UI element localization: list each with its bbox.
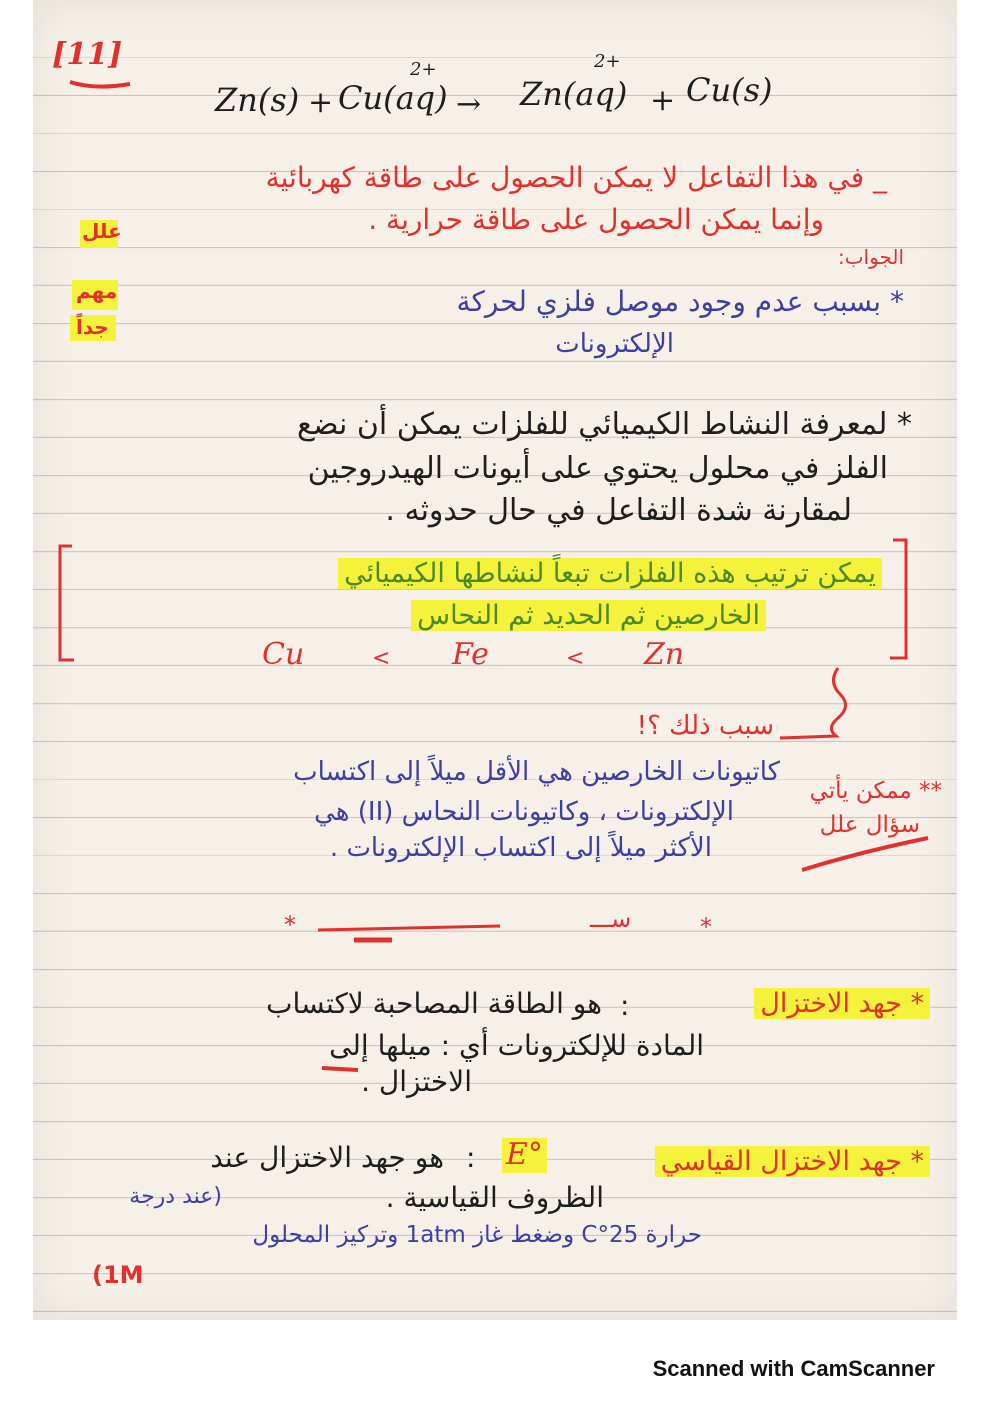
question-line-1: _ في هذا التفاعل لا يمكن الحصول على طاقة كهربائية bbox=[265, 161, 887, 194]
ordering-line-1-text: يمكن ترتيب هذه الفلزات تبعاً لنشاطها الكيميائي bbox=[338, 558, 882, 589]
standard-line-1: هو جهد الاختزال عند bbox=[210, 1141, 444, 1174]
eq-arrow: → bbox=[456, 87, 482, 122]
page-number: [11] bbox=[52, 37, 123, 72]
standard-term-text: * جهد الاختزال القياسي bbox=[655, 1146, 930, 1177]
camscanner-watermark: Scanned with CamScanner bbox=[652, 1356, 935, 1381]
answer-line-1: * بسبب عدم وجود موصل فلزي لحركة bbox=[456, 285, 904, 318]
reason-line-1: كاتيونات الخارصين هي الأقل ميلاً إلى اكتساب bbox=[293, 757, 780, 787]
metal-cu: Cu bbox=[262, 637, 305, 672]
divider-sin: ســـ bbox=[590, 905, 632, 933]
less-than-1: < bbox=[372, 646, 391, 671]
eq-reactant-zn: Zn(s) bbox=[215, 81, 300, 119]
tag-very: جداً bbox=[76, 315, 109, 339]
eq-plus-1: + bbox=[308, 85, 334, 120]
page-number-underline bbox=[70, 82, 130, 87]
reduction-term bbox=[754, 988, 930, 1019]
ordering-box-left-bracket bbox=[60, 546, 74, 660]
divider-line bbox=[318, 926, 500, 930]
side-note-line-2: سؤال علل bbox=[819, 812, 920, 838]
eq-product-zn: Zn(aq) bbox=[520, 75, 628, 113]
side-note-line-1: ** ممكن يأتي bbox=[809, 778, 942, 804]
standard-line-4: (1M bbox=[92, 1261, 144, 1289]
eq-product-zn-charge: 2+ bbox=[594, 51, 621, 72]
activity-line-3: لمقارنة شدة التفاعل في حال حدوثه . bbox=[385, 493, 852, 528]
standard-colon: : bbox=[466, 1141, 476, 1174]
ay-underline bbox=[322, 1068, 358, 1070]
reduction-line-2: المادة للإلكترونات أي : ميلها إلى bbox=[329, 1029, 704, 1062]
ordering-box-right-bracket bbox=[890, 540, 906, 658]
metal-fe: Fe bbox=[452, 637, 489, 672]
ordering-line-2 bbox=[411, 600, 766, 631]
reason-line-2: الإلكترونات ، وكاتيونات النحاس (II) هي bbox=[314, 797, 734, 827]
reduction-term-text: * جهد الاختزال bbox=[754, 988, 930, 1019]
metal-zn: Zn bbox=[644, 637, 685, 672]
divider-star-right: * bbox=[700, 913, 712, 941]
answer-line-2: الإلكترونات bbox=[555, 329, 674, 359]
eq-reactant-cu-charge: 2+ bbox=[410, 59, 437, 80]
less-than-2: < bbox=[566, 646, 585, 671]
divider-star-left: * bbox=[284, 911, 296, 939]
ordering-line-2-text: الخارصين ثم الحديد ثم النحاس bbox=[411, 600, 766, 631]
eq-reactant-cu: Cu(aq) bbox=[338, 79, 448, 117]
standard-symbol: E° bbox=[502, 1138, 547, 1173]
activity-line-1: * لمعرفة النشاط الكيميائي للفلزات يمكن أن نضع bbox=[297, 407, 912, 442]
standard-line-3: حرارة 25°C وضغط غاز 1atm وتركيز المحلول bbox=[252, 1222, 702, 1248]
reason-line-3: الأكثر ميلاً إلى اكتساب الإلكترونات . bbox=[329, 833, 712, 863]
tag-important: مهم bbox=[76, 279, 118, 303]
standard-term bbox=[655, 1146, 930, 1177]
reason-question: سبب ذلك ؟! bbox=[636, 711, 774, 741]
curly-brace bbox=[780, 668, 846, 738]
answer-label: الجواب: bbox=[837, 245, 904, 269]
reduction-colon: : bbox=[620, 989, 630, 1022]
reduction-line-3: الاختزال . bbox=[361, 1065, 472, 1098]
tag-why: علل bbox=[82, 219, 122, 243]
eq-plus-2: + bbox=[650, 83, 676, 118]
reduction-line-1: هو الطاقة المصاحبة لاكتساب bbox=[266, 987, 602, 1020]
side-note-underline bbox=[802, 838, 928, 870]
standard-line-2: الظروف القياسية . bbox=[385, 1181, 604, 1214]
activity-line-2: الفلز في محلول يحتوي على أيونات الهيدروجين bbox=[307, 451, 888, 486]
question-line-2: وإنما يمكن الحصول على طاقة حرارية . bbox=[368, 203, 824, 236]
ordering-line-1 bbox=[338, 558, 882, 589]
standard-line-2-note: (عند درجة bbox=[129, 1184, 222, 1209]
eq-product-cu: Cu(s) bbox=[686, 71, 773, 109]
